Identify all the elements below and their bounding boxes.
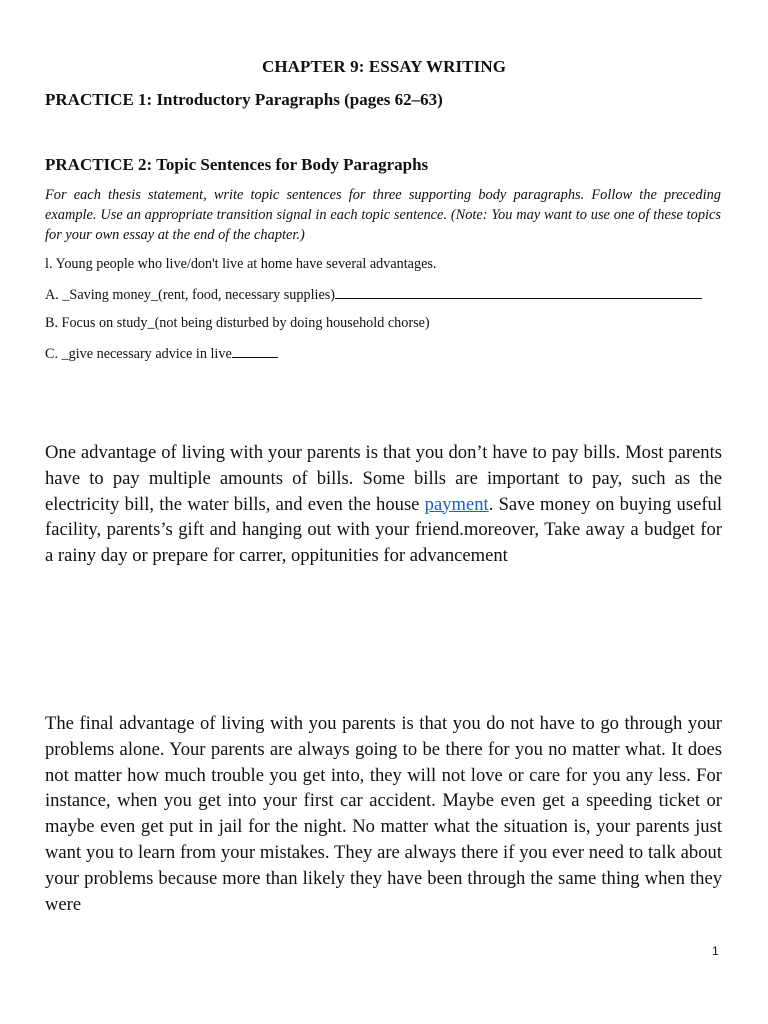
practice-2-instructions: For each thesis statement, write topic sentences for three supporting body paragraphs. Follow the preceding example. Use an appropriate transition signal in each topic sentence. (Note: You may want to use one of these topics for your own essay at the end of the chapter.) xyxy=(45,187,721,243)
practice-1-heading: PRACTICE 1: Introductory Paragraphs (pages 62–63) xyxy=(45,90,443,109)
topic-sentence-a xyxy=(45,286,702,304)
page-number: 1 xyxy=(712,944,719,958)
chapter-title: CHAPTER 9: ESSAY WRITING xyxy=(261,57,507,76)
paragraph-1-text-end: . Save money on buying useful facility, parents’s gift and hanging out with your friend.moreover, Take away a budget for a rainy day or prepare for carrer, oppitunities for advancement xyxy=(45,493,722,567)
answer-blank-a xyxy=(335,286,702,299)
topic-sentence-c-text: C. _give necessary advice in live xyxy=(45,346,232,362)
payment-link[interactable]: payment xyxy=(424,493,489,515)
paragraph-1-text-start: One advantage of living with your parents is that you don’t have to pay bills. Most parents have to pay multiple amounts of bills. Some bills are important to pay, such as the electricity bill, the water bills, and even the house xyxy=(45,442,722,515)
answer-blank-c xyxy=(232,345,278,358)
topic-sentence-a-text: A. _Saving money_(rent, food, necessary supplies) xyxy=(45,287,335,303)
body-paragraph-2: The final advantage of living with you parents is that you do not have to go through your problems alone. Your parents are always going to be there for you no matter what. It does not matter how much trouble you get into, they will not love or care for you any less. For instance, when you get into your first car accident. Maybe even get a speeding ticket or maybe even get put in jail for the night. No matter what the situation is, your parents just want you to learn from your mistakes. They are always there if you ever need to talk about your problems because more than likely they have been through the same thing when they were xyxy=(45,713,722,915)
body-paragraph-1 xyxy=(45,440,722,569)
practice-2-heading: PRACTICE 2: Topic Sentences for Body Paragraphs xyxy=(45,155,429,174)
topic-sentence-c xyxy=(45,345,278,363)
topic-sentence-b: B. Focus on study_(not being disturbed by doing household chorse) xyxy=(45,315,430,331)
thesis-statement: l. Young people who live/don't live at home have several advantages. xyxy=(45,256,437,272)
